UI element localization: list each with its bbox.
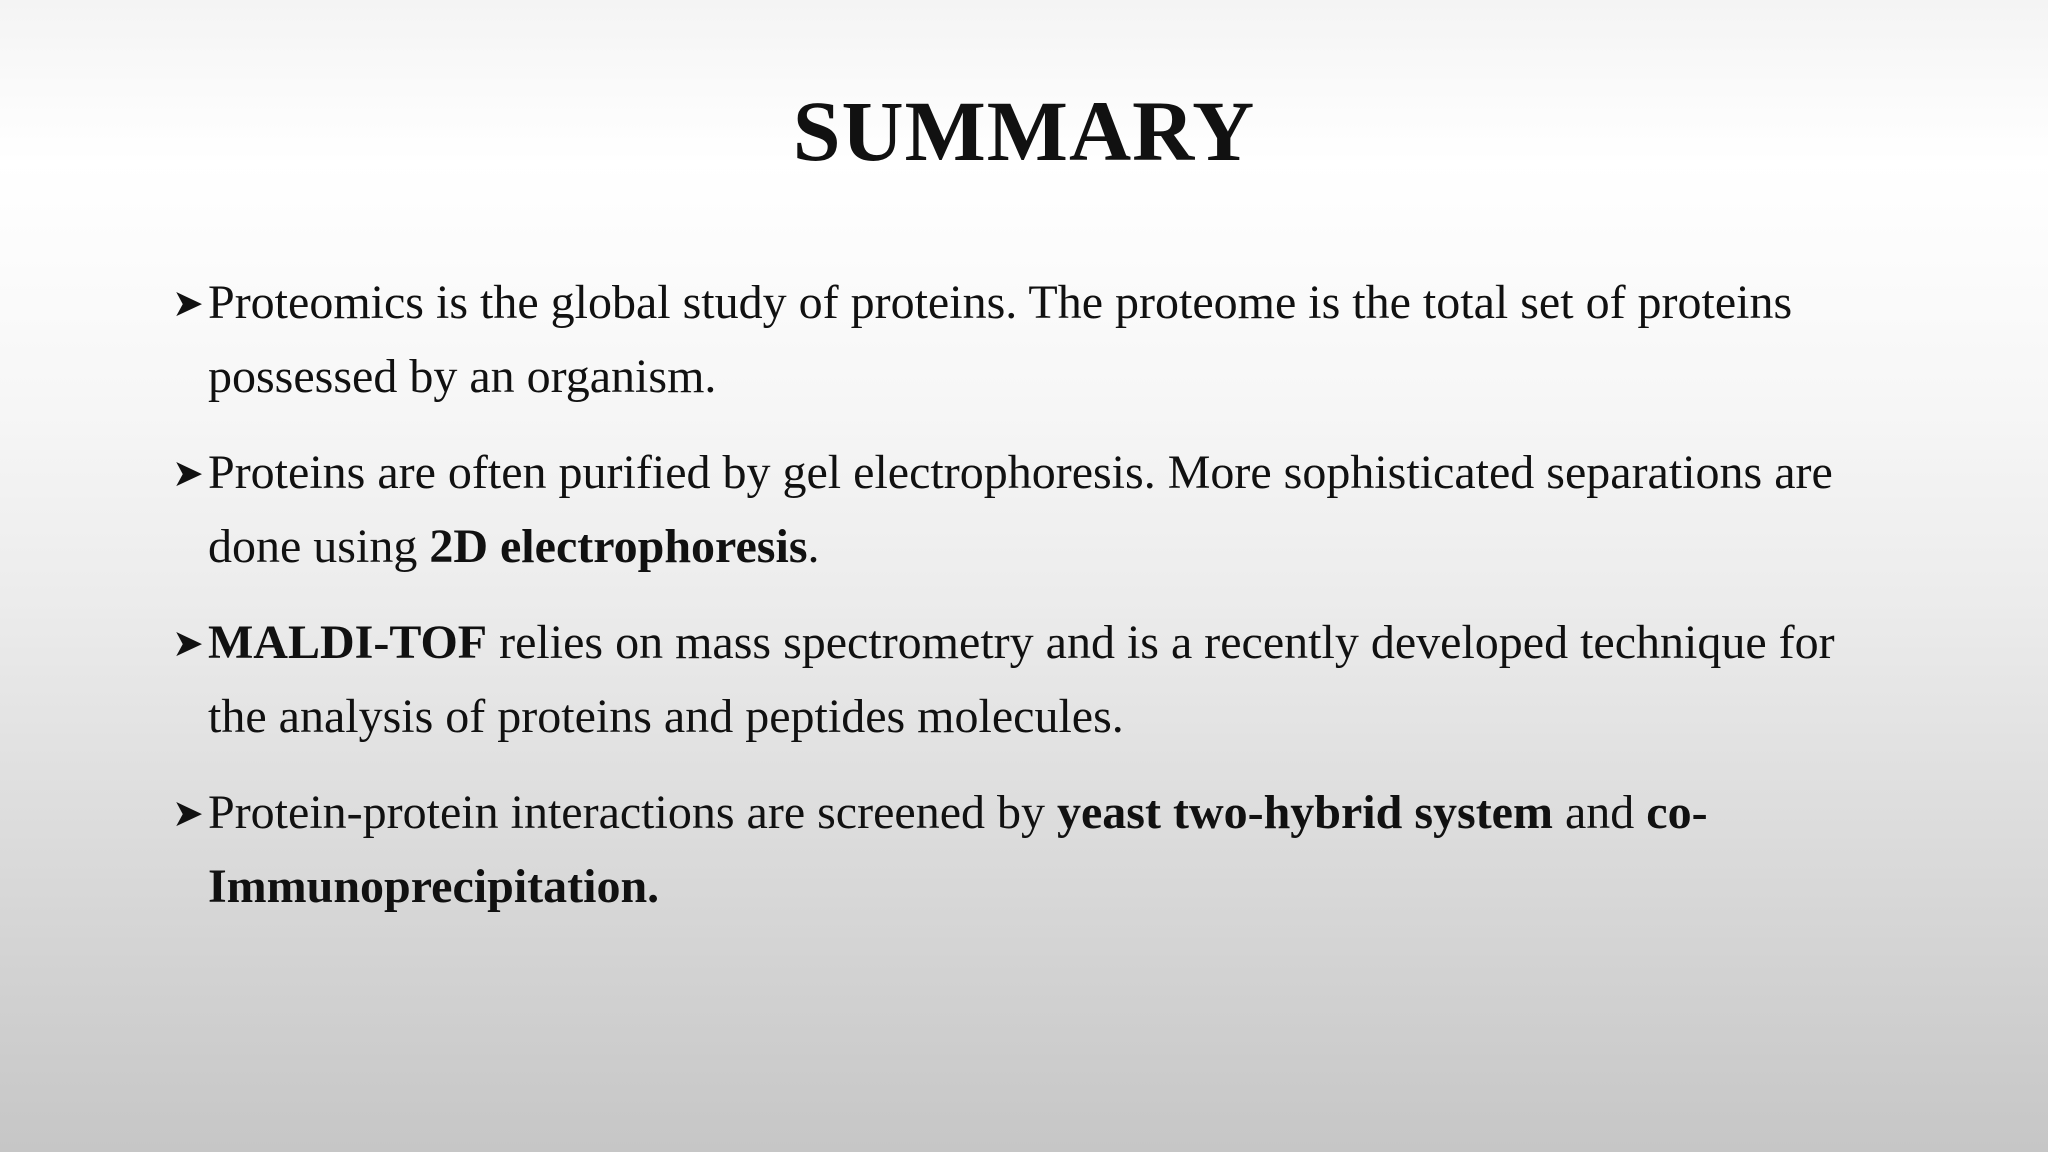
bullet-bold-term: yeast two-hybrid system — [1057, 786, 1553, 839]
bullet-text-run: relies on mass spectrometry and is a recently developed technique for the analysis of proteins and peptides molecules. — [208, 616, 1835, 743]
bullet-text — [208, 276, 1792, 403]
bullet-list — [172, 266, 1892, 946]
bullet-text — [208, 786, 1708, 913]
bullet-item — [172, 606, 1892, 754]
bullet-text-run: . — [807, 520, 820, 573]
bullet-bold-term: 2D electrophoresis — [429, 520, 808, 573]
bullet-bold-term: co-Immunoprecipitation. — [208, 786, 1708, 913]
arrowhead-bullet-icon: ➤ — [172, 451, 204, 495]
bullet-text-run: Proteomics is the global study of proteins. The proteome is the total set of proteins possessed by an organism. — [208, 276, 1793, 403]
bullet-text — [208, 446, 1833, 573]
bullet-item — [172, 776, 1892, 924]
bullet-text-run: Proteins are often purified by gel electrophoresis. More sophisticated separations are done using — [208, 446, 1833, 573]
bullet-text-run: and — [1552, 786, 1647, 839]
bullet-item — [172, 266, 1892, 414]
arrowhead-bullet-icon: ➤ — [172, 791, 204, 835]
slide-title: SUMMARY — [792, 83, 1256, 179]
bullet-bold-term: MALDI-TOF — [208, 616, 488, 669]
bullet-item — [172, 436, 1892, 584]
bullet-text — [208, 616, 1835, 743]
bullet-text-run: Protein-protein interactions are screened by — [208, 786, 1057, 839]
arrowhead-bullet-icon: ➤ — [172, 281, 204, 325]
arrowhead-bullet-icon: ➤ — [172, 621, 204, 665]
